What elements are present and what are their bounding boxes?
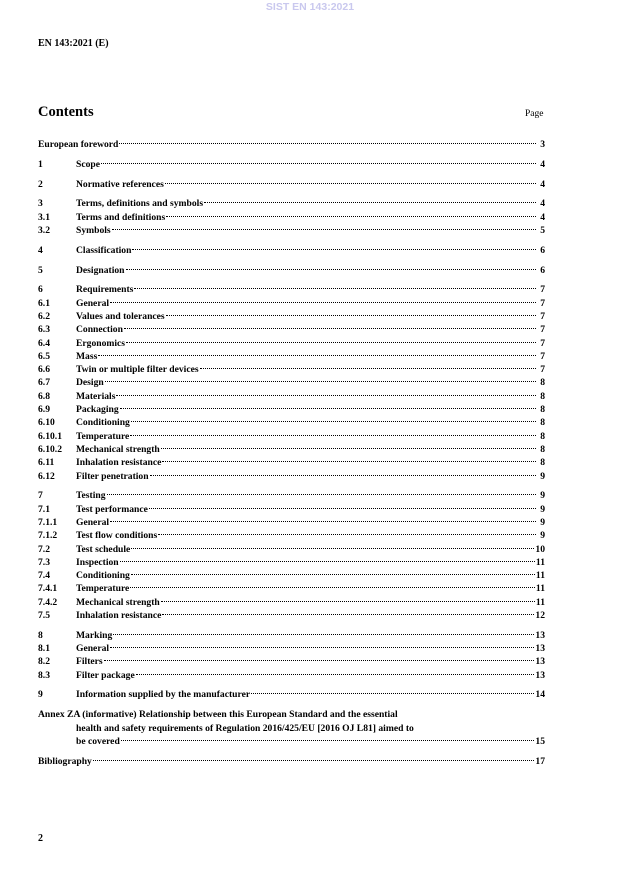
toc-title: Normative references [76, 178, 164, 190]
dot-leader [112, 229, 536, 230]
dot-leader [120, 561, 535, 562]
dot-leader [204, 202, 536, 203]
toc-title: Information supplied by the manufacturer [76, 689, 251, 701]
toc-title: Materials [76, 390, 116, 402]
toc-title: European foreword [38, 139, 119, 150]
toc-title: Symbols [76, 224, 111, 236]
dot-leader [162, 614, 534, 615]
toc-title: Test flow conditions [76, 530, 158, 542]
toc-page: 9 [540, 516, 545, 528]
toc-page: 4 [540, 198, 545, 210]
toc-page: 4 [540, 211, 545, 223]
toc-entry[interactable] [38, 376, 545, 389]
toc-entry[interactable] [38, 244, 545, 257]
toc-number: 6.8 [38, 390, 50, 402]
toc-number: 8 [38, 629, 43, 641]
page-title: Contents [38, 104, 94, 120]
toc-title: Inspection [76, 556, 119, 568]
toc-number: 6.10 [38, 417, 55, 429]
dot-leader [161, 601, 535, 602]
dot-leader [149, 508, 536, 509]
toc-entry[interactable] [38, 470, 545, 483]
toc-title: General [76, 516, 110, 528]
toc-number: 3.2 [38, 224, 50, 236]
toc-number: 6.12 [38, 470, 55, 482]
dot-leader [131, 574, 535, 575]
toc-page: 4 [540, 178, 545, 190]
toc-group [38, 158, 545, 171]
toc-number: 7.1 [38, 503, 50, 515]
toc-title: Packaging [76, 404, 119, 416]
toc-group [38, 688, 545, 701]
dot-leader [131, 548, 534, 549]
toc-entry[interactable] [38, 178, 545, 191]
dot-leader [119, 143, 536, 144]
toc-title: Temperature [76, 430, 130, 442]
toc-title: General [76, 297, 110, 309]
toc-entry[interactable] [38, 138, 545, 151]
toc-entry[interactable] [38, 323, 545, 336]
toc-number: 7.3 [38, 556, 50, 568]
toc-number: 7.4 [38, 570, 50, 582]
dot-leader [131, 421, 536, 422]
toc-number: 6.1 [38, 297, 50, 309]
toc-title: Temperature [76, 583, 130, 595]
toc-number: 6.10.2 [38, 443, 62, 455]
toc-number: 7.4.1 [38, 583, 58, 595]
toc-entry[interactable] [38, 516, 545, 529]
document-header: EN 143:2021 (E) [38, 38, 109, 49]
watermark: SIST EN 143:2021 [265, 1, 355, 13]
toc-title: Test performance [76, 503, 148, 515]
toc-group [38, 138, 545, 151]
page-column-label: Page [525, 109, 544, 119]
toc-group [38, 264, 545, 277]
dot-leader [162, 461, 536, 462]
toc-page: 7 [540, 324, 545, 336]
toc-entry[interactable] [38, 669, 545, 682]
toc-title: Classification [76, 244, 132, 256]
toc-page: 7 [540, 350, 545, 362]
toc-title: Connection [76, 324, 123, 336]
dot-leader [120, 408, 536, 409]
toc-entry[interactable] [38, 297, 545, 310]
toc-title: Filter package [76, 669, 135, 681]
toc-title: Conditioning [76, 570, 130, 582]
toc-title: Design [76, 377, 104, 389]
dot-leader [161, 448, 536, 449]
toc-page: 17 [535, 755, 545, 767]
toc-number: 7.2 [38, 543, 50, 555]
dot-leader [126, 269, 536, 270]
toc-number: 8.2 [38, 656, 50, 668]
toc-number: 7.4.2 [38, 596, 58, 608]
toc-page: 4 [540, 158, 545, 170]
toc-number: 6.5 [38, 350, 50, 362]
page-number: 2 [38, 833, 43, 844]
dot-leader [134, 288, 536, 289]
toc-page: 9 [540, 490, 545, 502]
toc-entry[interactable] [38, 596, 545, 609]
toc-entry[interactable] [38, 337, 545, 350]
toc-entry[interactable] [38, 430, 545, 443]
table-of-contents [38, 138, 545, 774]
toc-page: 14 [535, 689, 545, 701]
toc-page: 7 [540, 297, 545, 309]
toc-page: 13 [535, 629, 545, 641]
toc-title: Requirements [76, 284, 134, 296]
toc-entry[interactable] [38, 264, 545, 277]
toc-entry[interactable] [38, 629, 545, 642]
toc-page: 12 [535, 610, 545, 621]
toc-number: 4 [38, 244, 43, 256]
toc-page: 7 [540, 364, 545, 376]
dot-leader [98, 355, 536, 356]
toc-entry[interactable] [38, 582, 545, 595]
toc-page: 7 [540, 337, 545, 349]
dot-leader [136, 674, 535, 675]
dot-leader [150, 475, 536, 476]
dot-leader [107, 494, 536, 495]
toc-page: 8 [540, 430, 545, 442]
dot-leader [166, 216, 536, 217]
toc-group [38, 197, 545, 237]
toc-page: 15 [535, 735, 545, 747]
toc-page: 6 [540, 244, 545, 256]
toc-group [38, 283, 545, 482]
toc-page: 10 [535, 543, 545, 555]
toc-title: Designation [76, 264, 125, 276]
toc-number: 7.1.1 [38, 516, 58, 528]
toc-bibliography-entry[interactable] [38, 755, 545, 768]
toc-entry[interactable] [38, 688, 545, 701]
toc-entry[interactable] [38, 211, 545, 224]
toc-page: 9 [540, 530, 545, 542]
toc-page: 8 [540, 457, 545, 469]
toc-number: 6.6 [38, 364, 50, 376]
toc-group [38, 244, 545, 257]
toc-entry[interactable] [38, 529, 545, 542]
dot-leader [126, 342, 536, 343]
toc-number: 6.9 [38, 404, 50, 416]
dot-leader [93, 760, 535, 761]
toc-entry[interactable] [38, 403, 545, 416]
toc-number: 8.3 [38, 669, 50, 681]
toc-page: 13 [535, 656, 545, 668]
toc-number: 6.2 [38, 310, 50, 322]
toc-entry[interactable] [38, 556, 545, 569]
toc-title: Filters [76, 656, 103, 668]
toc-number: 1 [38, 158, 43, 170]
dot-leader [165, 183, 536, 184]
toc-number: 5 [38, 264, 43, 276]
dot-leader [251, 693, 534, 694]
toc-entry[interactable] [38, 642, 545, 655]
toc-number: 6.3 [38, 324, 50, 336]
dot-leader [132, 249, 536, 250]
toc-entry[interactable] [38, 489, 545, 502]
toc-title: Inhalation resistance [76, 457, 162, 469]
toc-page: 8 [540, 443, 545, 455]
toc-page: 8 [540, 417, 545, 429]
toc-page: 11 [535, 570, 545, 582]
toc-title: Marking [76, 629, 113, 641]
toc-page: 7 [540, 310, 545, 322]
annex-title-line-1: Annex ZA (informative) Relationship between this European Standard and the essential [38, 709, 398, 721]
dot-leader [166, 315, 536, 316]
toc-entry[interactable] [38, 158, 545, 171]
dot-leader [110, 302, 536, 303]
toc-group [38, 489, 545, 622]
dot-leader [110, 521, 536, 522]
toc-title: Mechanical strength [76, 596, 160, 608]
toc-title: Values and tolerances [76, 310, 165, 322]
toc-page: 13 [535, 643, 545, 655]
toc-entry[interactable] [38, 569, 545, 582]
toc-page: 3 [540, 139, 545, 150]
toc-page: 8 [540, 377, 545, 389]
toc-title: Twin or multiple filter devices [76, 364, 199, 376]
toc-group [38, 629, 545, 682]
dot-leader [121, 740, 535, 741]
toc-page: 5 [540, 224, 545, 236]
toc-entry[interactable] [38, 503, 545, 516]
toc-annex-entry[interactable] [38, 708, 545, 748]
toc-page: 13 [535, 669, 545, 681]
toc-page: 9 [540, 470, 545, 482]
dot-leader [130, 587, 535, 588]
toc-title: Terms and definitions [76, 211, 166, 223]
annex-title-line-3: be covered [76, 735, 120, 747]
toc-entry[interactable] [38, 310, 545, 323]
toc-title: Terms, definitions and symbols [76, 198, 204, 210]
toc-number: 6.4 [38, 337, 50, 349]
toc-number: 7.5 [38, 610, 50, 621]
annex-title-line-2: health and safety requirements of Regulation 2016/425/EU [2016 OJ L81] aimed to [76, 722, 414, 734]
toc-page: 6 [540, 264, 545, 276]
toc-title: Mass [76, 350, 98, 362]
toc-page: 11 [535, 556, 545, 568]
toc-title: Filter penetration [76, 470, 149, 482]
toc-group [38, 178, 545, 191]
toc-number: 6 [38, 284, 43, 296]
toc-entry[interactable] [38, 456, 545, 469]
toc-title: General [76, 643, 110, 655]
toc-entry[interactable] [38, 390, 545, 403]
toc-page: 9 [540, 503, 545, 515]
dot-leader [116, 395, 536, 396]
toc-number: 3.1 [38, 211, 50, 223]
toc-page: 8 [540, 390, 545, 402]
toc-title: Conditioning [76, 417, 130, 429]
dot-leader [158, 534, 536, 535]
toc-entry[interactable] [38, 655, 545, 668]
toc-page: 11 [535, 596, 545, 608]
dot-leader [104, 660, 535, 661]
toc-number: 6.7 [38, 377, 50, 389]
toc-title: Test schedule [76, 543, 131, 555]
dot-leader [200, 368, 536, 369]
toc-page: 8 [540, 404, 545, 416]
toc-entry[interactable] [38, 197, 545, 210]
dot-leader [105, 381, 536, 382]
toc-entry[interactable] [38, 350, 545, 363]
toc-number: 7 [38, 490, 43, 502]
toc-title: Scope [76, 158, 100, 170]
toc-title: Inhalation resistance [76, 610, 162, 621]
toc-number: 7.1.2 [38, 530, 58, 542]
toc-title: Ergonomics [76, 337, 126, 349]
dot-leader [113, 634, 534, 635]
toc-title: Testing [76, 490, 106, 502]
dot-leader [101, 163, 536, 164]
toc-number: 6.10.1 [38, 430, 62, 442]
toc-number: 2 [38, 178, 43, 190]
toc-number: 6.11 [38, 457, 55, 469]
toc-number: 3 [38, 198, 43, 210]
toc-title: Bibliography [38, 755, 92, 767]
toc-entry[interactable] [38, 363, 545, 376]
dot-leader [124, 328, 536, 329]
toc-entry[interactable] [38, 224, 545, 237]
toc-entry[interactable] [38, 443, 545, 456]
toc-entry[interactable] [38, 283, 545, 296]
toc-title: Mechanical strength [76, 443, 160, 455]
toc-entry[interactable] [38, 609, 545, 622]
toc-page: 11 [535, 583, 545, 595]
toc-page: 7 [540, 284, 545, 296]
toc-number: 9 [38, 689, 43, 701]
dot-leader [130, 435, 536, 436]
dot-leader [110, 647, 534, 648]
toc-entry[interactable] [38, 543, 545, 556]
toc-entry[interactable] [38, 416, 545, 429]
toc-number: 8.1 [38, 643, 50, 655]
